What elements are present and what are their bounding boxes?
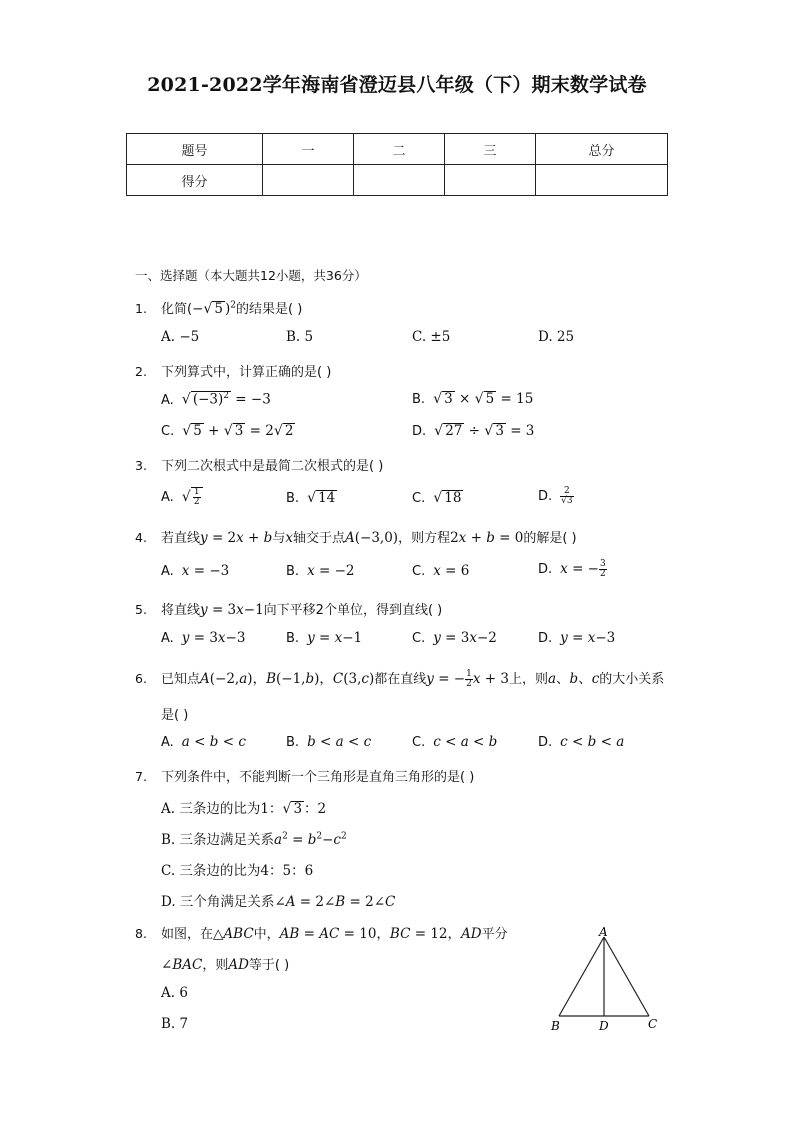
option-a[interactable]: A. √ $\frac{1}{2}$ bbox=[161, 487, 203, 507]
question-text: 将直线 bbox=[161, 603, 201, 618]
question-text: 与 bbox=[272, 531, 286, 546]
question-number: 5. bbox=[135, 602, 147, 617]
option-c[interactable]: C. √ 18 bbox=[412, 490, 462, 506]
vertex-label-c: C bbox=[648, 1017, 658, 1031]
question-text: 上，则 bbox=[508, 672, 548, 687]
option-b[interactable]: B. y = x−1 bbox=[286, 630, 363, 646]
option-b[interactable]: B. √ 3 × √ 5 = 15 bbox=[412, 391, 534, 407]
option-c[interactable]: C. c < a < b bbox=[412, 734, 498, 750]
vertex-label-b: B bbox=[551, 1019, 560, 1033]
question-text: 是( ) bbox=[161, 708, 189, 723]
question-number: 3. bbox=[135, 458, 147, 473]
math: −√ 5 )$^2$ bbox=[192, 300, 237, 317]
option-b[interactable]: B. 5 bbox=[286, 329, 314, 345]
question-text: ∠BAC，则AD等于( ) bbox=[161, 957, 290, 973]
question-text: 下列二次根式中是最简二次根式的是( ) bbox=[161, 459, 384, 474]
option-a[interactable]: A. a < b < c bbox=[161, 734, 246, 750]
question-8: 8. 如图，在△ABC中，AB = AC = 10，BC = 12，AD平分 bbox=[135, 926, 508, 942]
option-a[interactable]: A. y = 3x−3 bbox=[161, 630, 246, 646]
question-number: 7. bbox=[135, 769, 147, 784]
question-3 bbox=[135, 455, 383, 474]
question-text: 中， bbox=[253, 927, 280, 942]
table-cell: 得分 bbox=[127, 165, 263, 196]
table-cell: 题号 bbox=[127, 134, 263, 165]
option-d[interactable]: D. x = − $\frac{3}{2}$ bbox=[538, 559, 606, 579]
option-a[interactable]: A. 三条边的比为1：√ 3 ：2 bbox=[161, 801, 327, 817]
option-b[interactable]: B. x = −2 bbox=[286, 563, 355, 579]
question-2 bbox=[135, 361, 331, 380]
option-c[interactable]: C. x = 6 bbox=[412, 563, 470, 579]
option-a[interactable]: A. 6 bbox=[161, 985, 188, 1001]
table-row bbox=[127, 134, 668, 165]
option-a[interactable]: A. √ $(-3)^2 = -3$ bbox=[161, 391, 271, 408]
question-text: 如图，在 bbox=[161, 927, 214, 942]
score-cell[interactable] bbox=[536, 165, 668, 196]
page-title: 2021-2022学年海南省澄迈县八年级（下）期末数学试卷 bbox=[147, 74, 647, 96]
score-cell[interactable] bbox=[354, 165, 445, 196]
question-number: 1. bbox=[135, 301, 147, 316]
option-b[interactable]: B. b < a < c bbox=[286, 734, 372, 750]
question-number: 2. bbox=[135, 364, 147, 379]
option-b[interactable]: B. 三条边满足关系$a^2 = b^2-c^2$ bbox=[161, 831, 347, 848]
triangle-figure bbox=[548, 924, 668, 1036]
question-text: 平分 bbox=[481, 927, 508, 942]
option-c[interactable]: C. 三条边的比为4：5：6 bbox=[161, 863, 314, 879]
score-cell[interactable] bbox=[445, 165, 536, 196]
option-d[interactable]: D. 25 bbox=[538, 329, 575, 345]
side-ac bbox=[604, 937, 649, 1016]
option-c[interactable]: C. ±5 bbox=[412, 329, 451, 345]
question-1 bbox=[135, 298, 302, 317]
question-6: 6. 已知点A(−2,a)，B(−1,b)，C(3,c)都在直线y = − $\frac{1}{2}$ x + 3上，则a、b、c的大小关系 bbox=[135, 669, 665, 689]
option-d[interactable]: D. c < b < a bbox=[538, 734, 625, 750]
question-text: 的结果是( ) bbox=[236, 302, 303, 317]
question-text: 的大小关系 bbox=[599, 672, 665, 687]
vertex-label-d: D bbox=[599, 1019, 609, 1033]
option-d[interactable]: D. √ 27 ÷ √ 3 = 3 bbox=[412, 423, 535, 439]
table-row bbox=[127, 165, 668, 196]
question-text: 化简( bbox=[161, 302, 193, 317]
option-c[interactable]: C. y = 3x−2 bbox=[412, 630, 497, 646]
question-number: 6. bbox=[135, 671, 147, 686]
option-d[interactable]: D. y = x−3 bbox=[538, 630, 616, 646]
question-4: 4. 若直线y = 2x + b与x轴交于点A(−3,0)，则方程2x + b = 0的解是( ) bbox=[135, 530, 577, 546]
question-text: 向下平移2个单位，得到直线( ) bbox=[263, 603, 443, 618]
table-cell: 三 bbox=[445, 134, 536, 165]
side-ab bbox=[559, 937, 604, 1016]
option-a[interactable]: A. x = −3 bbox=[161, 563, 230, 579]
option-b[interactable]: B. √ 14 bbox=[286, 490, 336, 506]
score-cell[interactable] bbox=[263, 165, 354, 196]
question-text: 的解是( ) bbox=[523, 531, 577, 546]
question-text: 下列算式中，计算正确的是( ) bbox=[161, 365, 332, 380]
score-table bbox=[126, 133, 668, 196]
question-5: 5. 将直线y = 3x−1向下平移2个单位，得到直线( ) bbox=[135, 602, 443, 618]
question-text: 都在直线 bbox=[374, 672, 427, 687]
question-text: ，则方程 bbox=[398, 531, 451, 546]
question-text: 若直线 bbox=[161, 531, 201, 546]
option-d[interactable]: D. 三个角满足关系∠A = 2∠B = 2∠C bbox=[161, 894, 396, 910]
option-a[interactable]: A. −5 bbox=[161, 329, 200, 345]
table-cell: 二 bbox=[354, 134, 445, 165]
question-number: 4. bbox=[135, 530, 147, 545]
option-c[interactable]: C. √ 5 + √ 3 = 2√ 2 bbox=[161, 423, 294, 439]
section-heading: 一、选择题（本大题共12小题，共36分） bbox=[135, 268, 367, 283]
question-text: 轴交于点 bbox=[292, 531, 345, 546]
question-number: 8. bbox=[135, 926, 147, 941]
option-b[interactable]: B. 7 bbox=[161, 1016, 189, 1032]
table-cell: 一 bbox=[263, 134, 354, 165]
table-cell: 总分 bbox=[536, 134, 668, 165]
question-7 bbox=[135, 766, 474, 785]
vertex-label-a: A bbox=[599, 925, 608, 939]
option-d[interactable]: D. $\frac{2}{√3}$ bbox=[538, 486, 573, 506]
question-text: 已知点 bbox=[161, 672, 201, 687]
question-text: 下列条件中，不能判断一个三角形是直角三角形的是( ) bbox=[161, 770, 475, 785]
